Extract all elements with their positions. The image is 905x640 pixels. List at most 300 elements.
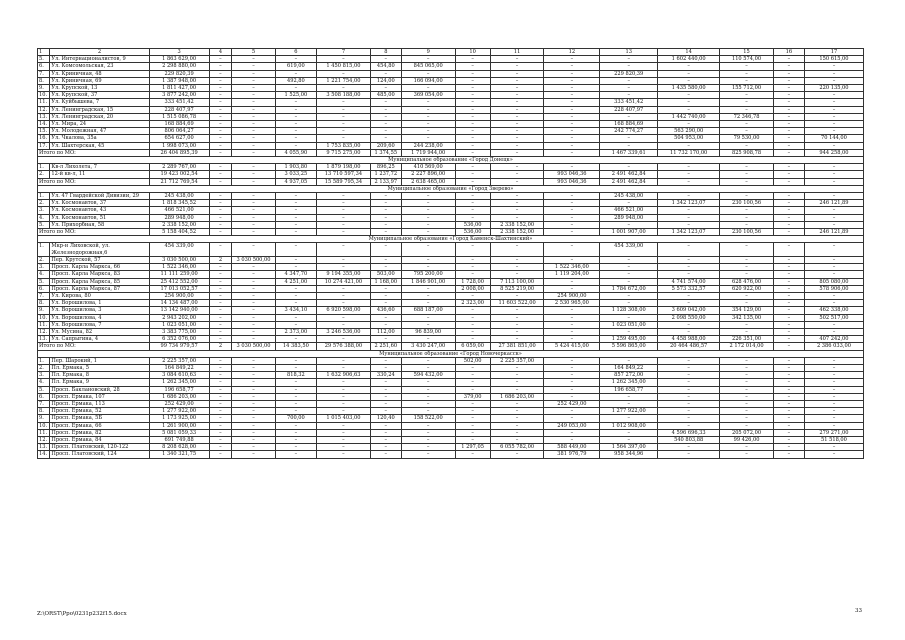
value-cell: – <box>455 379 490 386</box>
row-index: 8. <box>38 300 50 307</box>
value-cell: – <box>600 314 658 321</box>
value-cell: – <box>455 99 490 106</box>
value-cell: – <box>455 400 490 407</box>
value-cell: 2 225 357,00 <box>149 357 209 364</box>
value-cell: – <box>490 207 544 214</box>
value-cell: 21 712 769,54 <box>149 178 209 185</box>
value-cell: – <box>275 422 316 429</box>
value-cell: 688 187,00 <box>401 307 455 314</box>
table-row <box>38 451 864 458</box>
value-cell: – <box>455 106 490 113</box>
value-cell: 333 451,42 <box>149 99 209 106</box>
value-cell: – <box>544 128 600 135</box>
row-index: 12. <box>38 436 50 443</box>
row-index: 4. <box>38 271 50 278</box>
address-cell: Ул. Куйбышева, 7 <box>50 99 149 106</box>
value-cell: – <box>317 379 371 386</box>
value-cell: 51 518,00 <box>804 436 863 443</box>
value-cell: 19 423 002,54 <box>149 171 209 178</box>
value-cell: – <box>773 415 804 422</box>
value-cell: – <box>658 256 720 263</box>
value-cell: 3 084 610,63 <box>149 372 209 379</box>
value-cell: – <box>804 292 863 299</box>
value-cell: 806 064,27 <box>149 128 209 135</box>
value-cell: – <box>600 292 658 299</box>
value-cell: – <box>455 193 490 200</box>
value-cell: – <box>773 200 804 207</box>
value-cell: – <box>401 256 455 263</box>
value-cell: – <box>804 106 863 113</box>
value-cell: 229 820,39 <box>149 70 209 77</box>
value-cell: 1 564 397,00 <box>600 444 658 451</box>
value-cell: 1 525,00 <box>275 92 316 99</box>
row-index: 5. <box>38 386 50 393</box>
value-cell: – <box>804 214 863 221</box>
value-cell: – <box>658 328 720 335</box>
value-cell: – <box>317 321 371 328</box>
address-cell: Ул. Ворошилова, 1 <box>50 300 149 307</box>
value-cell: – <box>544 285 600 292</box>
total-label: Итого по МО: <box>38 229 150 236</box>
row-index: 12. <box>38 106 50 113</box>
value-cell: – <box>720 364 774 371</box>
value-cell: 825 908,78 <box>720 149 774 156</box>
table-row <box>38 70 864 77</box>
table-row <box>38 372 864 379</box>
value-cell: 14 383,50 <box>275 343 316 350</box>
value-cell: – <box>209 56 232 63</box>
value-cell: 4 596 696,33 <box>658 429 720 436</box>
value-cell: – <box>658 321 720 328</box>
value-cell: – <box>773 121 804 128</box>
value-cell: – <box>490 307 544 314</box>
value-cell: – <box>317 400 371 407</box>
value-cell: – <box>658 92 720 99</box>
value-cell: – <box>232 415 275 422</box>
value-cell: – <box>773 436 804 443</box>
value-cell: – <box>490 171 544 178</box>
value-cell: – <box>773 400 804 407</box>
address-cell: Просп. Ермака, 113 <box>50 400 149 407</box>
value-cell: – <box>455 92 490 99</box>
value-cell: 242 774,27 <box>600 128 658 135</box>
value-cell: – <box>773 171 804 178</box>
row-index: 4. <box>38 379 50 386</box>
value-cell: – <box>658 357 720 364</box>
address-cell: Пл. Ермака, 5 <box>50 364 149 371</box>
value-cell: – <box>773 292 804 299</box>
value-cell: – <box>455 113 490 120</box>
value-cell: 15 589 795,34 <box>317 178 371 185</box>
value-cell: – <box>600 400 658 407</box>
value-cell: 1 719 944,00 <box>401 149 455 156</box>
value-cell: – <box>773 106 804 113</box>
value-cell: 6 059,00 <box>455 343 490 350</box>
value-cell: – <box>317 200 371 207</box>
value-cell: – <box>275 393 316 400</box>
value-cell: 454 339,00 <box>149 243 209 256</box>
value-cell: – <box>600 278 658 285</box>
value-cell: – <box>275 229 316 236</box>
value-cell: – <box>658 444 720 451</box>
row-index: 10. <box>38 422 50 429</box>
value-cell: – <box>275 142 316 149</box>
value-cell: 254 900,00 <box>149 292 209 299</box>
value-cell: 1 262 345,00 <box>149 379 209 386</box>
value-cell: 2 373,00 <box>275 328 316 335</box>
value-cell: 164 849,22 <box>149 364 209 371</box>
value-cell: – <box>804 408 863 415</box>
table-row <box>38 271 864 278</box>
value-cell: 79 530,00 <box>720 135 774 142</box>
value-cell: – <box>232 135 275 142</box>
value-cell: – <box>490 271 544 278</box>
value-cell: – <box>209 422 232 429</box>
value-cell: – <box>658 171 720 178</box>
value-cell: – <box>804 357 863 364</box>
value-cell: – <box>455 364 490 371</box>
value-cell: – <box>401 207 455 214</box>
row-index: 11. <box>38 429 50 436</box>
address-cell: Просп. Карла Маркса, 83 <box>50 271 149 278</box>
value-cell: 993 046,36 <box>544 171 600 178</box>
value-cell: – <box>720 400 774 407</box>
value-cell: – <box>490 451 544 458</box>
address-cell: Ул. Ворошилова, 3 <box>50 307 149 314</box>
value-cell: – <box>804 99 863 106</box>
value-cell: 289 948,00 <box>600 214 658 221</box>
value-cell: – <box>455 328 490 335</box>
value-cell: – <box>370 386 401 393</box>
table-row <box>38 393 864 400</box>
value-cell: – <box>401 285 455 292</box>
value-cell: – <box>773 300 804 307</box>
value-cell: 1 728,00 <box>455 278 490 285</box>
table-row <box>38 415 864 422</box>
value-cell: 254 900,00 <box>544 292 600 299</box>
address-cell: Просп. Карла Маркса, 85 <box>50 278 149 285</box>
value-cell: – <box>370 314 401 321</box>
value-cell: – <box>455 422 490 429</box>
table-row <box>38 408 864 415</box>
value-cell: 466 521,00 <box>149 207 209 214</box>
value-cell: – <box>600 77 658 84</box>
value-cell: – <box>773 343 804 350</box>
value-cell: 10 274 421,00 <box>317 278 371 285</box>
value-cell: – <box>275 321 316 328</box>
row-index: 7. <box>38 292 50 299</box>
value-cell: 209,60 <box>370 142 401 149</box>
value-cell: 252 429,00 <box>544 400 600 407</box>
value-cell: 25 412 552,00 <box>149 278 209 285</box>
value-cell: – <box>804 300 863 307</box>
value-cell: – <box>401 451 455 458</box>
value-cell: 11 111 259,00 <box>149 271 209 278</box>
value-cell: – <box>720 321 774 328</box>
value-cell: – <box>401 70 455 77</box>
value-cell: 1 259 495,00 <box>600 336 658 343</box>
value-cell: 1 023 051,00 <box>600 321 658 328</box>
value-cell: – <box>773 364 804 371</box>
value-cell: 2 289 767,00 <box>149 164 209 171</box>
table-row <box>38 278 864 285</box>
value-cell: – <box>209 321 232 328</box>
value-cell: 2 <box>209 343 232 350</box>
value-cell: – <box>490 164 544 171</box>
value-cell: – <box>804 164 863 171</box>
value-cell: 795 200,00 <box>401 271 455 278</box>
value-cell: – <box>232 113 275 120</box>
value-cell: – <box>455 70 490 77</box>
address-cell: Пер. Крутской, 57 <box>50 256 149 263</box>
value-cell: – <box>370 99 401 106</box>
row-index: 14. <box>38 121 50 128</box>
address-cell: Просп. Ермака, 52 <box>50 408 149 415</box>
value-cell: – <box>773 63 804 70</box>
value-cell: – <box>275 128 316 135</box>
value-cell: – <box>209 92 232 99</box>
column-number-cell: 1 <box>38 49 50 56</box>
value-cell: – <box>720 422 774 429</box>
value-cell: 99 734 979,57 <box>149 343 209 350</box>
value-cell: – <box>232 364 275 371</box>
table-row <box>38 444 864 451</box>
value-cell: – <box>275 357 316 364</box>
value-cell: – <box>490 386 544 393</box>
table-row <box>38 56 864 63</box>
value-cell: – <box>600 92 658 99</box>
value-cell: – <box>544 135 600 142</box>
value-cell: – <box>455 321 490 328</box>
value-cell: – <box>401 408 455 415</box>
value-cell: – <box>720 328 774 335</box>
value-cell: – <box>600 436 658 443</box>
value-cell: – <box>720 193 774 200</box>
address-cell: Ул. Космонавтов, 37 <box>50 200 149 207</box>
value-cell: – <box>317 221 371 228</box>
value-cell: – <box>600 164 658 171</box>
address-cell: Просп. Ермака, 82 <box>50 429 149 436</box>
value-cell: 1 128 308,00 <box>600 307 658 314</box>
value-cell: 3 383 775,00 <box>149 328 209 335</box>
row-index: 9. <box>38 85 50 92</box>
table-row <box>38 256 864 263</box>
value-cell: – <box>600 264 658 271</box>
value-cell: – <box>317 336 371 343</box>
value-cell: – <box>490 178 544 185</box>
value-cell: 1 632 906,63 <box>317 372 371 379</box>
value-cell: 155 712,00 <box>720 85 774 92</box>
value-cell: 5 081 059,33 <box>149 429 209 436</box>
value-cell: – <box>544 372 600 379</box>
address-cell: Мкр-н Лиховской, ул. Железнодорожная,6 <box>50 243 149 256</box>
value-cell: – <box>232 379 275 386</box>
value-cell: – <box>232 393 275 400</box>
value-cell: 2 251,60 <box>370 343 401 350</box>
value-cell: 503,00 <box>370 271 401 278</box>
value-cell: – <box>773 128 804 135</box>
value-cell: 700,00 <box>275 415 316 422</box>
value-cell: – <box>544 221 600 228</box>
value-cell: – <box>370 113 401 120</box>
value-cell: 2 133,97 <box>370 178 401 185</box>
value-cell: – <box>317 300 371 307</box>
value-cell: – <box>370 393 401 400</box>
value-cell: – <box>804 328 863 335</box>
address-cell: Ул. Молодежная, 47 <box>50 128 149 135</box>
address-cell: Ул. Ленинградская, 15 <box>50 106 149 113</box>
value-cell: – <box>490 422 544 429</box>
value-cell: 11 732 170,00 <box>658 149 720 156</box>
value-cell: – <box>455 178 490 185</box>
value-cell: 158 522,00 <box>401 415 455 422</box>
value-cell: 2 <box>209 256 232 263</box>
value-cell: 454 339,00 <box>600 243 658 256</box>
value-cell: – <box>658 300 720 307</box>
value-cell: – <box>773 314 804 321</box>
table-row <box>38 221 864 228</box>
value-cell: – <box>773 256 804 263</box>
value-cell: – <box>804 415 863 422</box>
table-row <box>38 307 864 314</box>
value-cell: 2 491 462,84 <box>600 171 658 178</box>
value-cell: – <box>275 256 316 263</box>
value-cell: – <box>209 307 232 314</box>
value-cell: – <box>209 264 232 271</box>
value-cell: – <box>544 436 600 443</box>
value-cell: 1 221 754,00 <box>317 77 371 84</box>
column-number-cell: 14 <box>658 49 720 56</box>
value-cell: – <box>370 285 401 292</box>
value-cell: – <box>232 243 275 256</box>
value-cell: 168 884,69 <box>600 121 658 128</box>
value-cell: – <box>455 436 490 443</box>
address-cell: Ул. 47 Гвардейской Дивизии, 29 <box>50 193 149 200</box>
value-cell: – <box>773 271 804 278</box>
value-cell: 1 012 908,00 <box>600 422 658 429</box>
value-cell: – <box>370 70 401 77</box>
value-cell: – <box>455 307 490 314</box>
value-cell: 1 846 901,00 <box>401 278 455 285</box>
value-cell: – <box>544 142 600 149</box>
value-cell: 1 297,05 <box>455 444 490 451</box>
value-cell: 594 432,00 <box>401 372 455 379</box>
value-cell: – <box>232 451 275 458</box>
value-cell: – <box>455 149 490 156</box>
value-cell: – <box>773 207 804 214</box>
value-cell: – <box>773 243 804 256</box>
value-cell: – <box>490 321 544 328</box>
value-cell: – <box>773 85 804 92</box>
value-cell: – <box>658 243 720 256</box>
address-cell: Ул. Сапрыгина, 4 <box>50 336 149 343</box>
value-cell: 4 055,90 <box>275 149 316 156</box>
address-cell: Ул. Ворошилова, 4 <box>50 314 149 321</box>
value-cell: – <box>401 300 455 307</box>
value-cell: – <box>804 92 863 99</box>
value-cell: – <box>232 436 275 443</box>
value-cell: – <box>544 63 600 70</box>
value-cell: – <box>804 70 863 77</box>
footer-file-path: Z:\ORST\Ppo\0231p232f15.docx <box>37 611 127 617</box>
table-row <box>38 422 864 429</box>
value-cell: 2 298 880,00 <box>149 63 209 70</box>
value-cell: – <box>490 379 544 386</box>
value-cell: 1 442 740,00 <box>658 113 720 120</box>
value-cell: – <box>209 357 232 364</box>
value-cell: 1 811 427,00 <box>149 85 209 92</box>
address-cell: Ул. Кирова, 80 <box>50 292 149 299</box>
table-row <box>38 171 864 178</box>
value-cell: – <box>209 314 232 321</box>
value-cell: – <box>401 135 455 142</box>
value-cell: 1 515 086,78 <box>149 113 209 120</box>
value-cell: – <box>317 444 371 451</box>
value-cell: 1 753 835,00 <box>317 142 371 149</box>
value-cell: – <box>720 99 774 106</box>
value-cell: – <box>600 300 658 307</box>
value-cell: – <box>544 307 600 314</box>
value-cell: – <box>209 379 232 386</box>
row-index: 5. <box>38 56 50 63</box>
value-cell: – <box>209 386 232 393</box>
value-cell: – <box>773 357 804 364</box>
table-row <box>38 207 864 214</box>
value-cell: – <box>773 372 804 379</box>
address-cell: Ул. Ленинградская, 20 <box>50 113 149 120</box>
value-cell: 2 227 896,00 <box>401 171 455 178</box>
value-cell: – <box>401 243 455 256</box>
value-cell: – <box>209 364 232 371</box>
value-cell: – <box>275 214 316 221</box>
value-cell: – <box>317 113 371 120</box>
value-cell: 654 627,00 <box>149 135 209 142</box>
section-heading-row <box>38 185 864 192</box>
value-cell: – <box>544 149 600 156</box>
value-cell: – <box>232 149 275 156</box>
value-cell: 620 922,00 <box>720 285 774 292</box>
value-cell: – <box>720 106 774 113</box>
value-cell: 369 054,00 <box>401 92 455 99</box>
value-cell: – <box>370 408 401 415</box>
value-cell: – <box>275 400 316 407</box>
total-label: Итого по МО: <box>38 343 150 350</box>
value-cell: – <box>773 99 804 106</box>
total-row <box>38 178 864 185</box>
value-cell: – <box>232 200 275 207</box>
section-heading-row <box>38 236 864 243</box>
table-row <box>38 135 864 142</box>
value-cell: – <box>773 336 804 343</box>
value-cell: – <box>317 214 371 221</box>
table-row <box>38 357 864 364</box>
value-cell: – <box>317 56 371 63</box>
value-cell: 504 953,00 <box>658 135 720 142</box>
value-cell: – <box>317 229 371 236</box>
value-cell: – <box>317 285 371 292</box>
value-cell: – <box>773 214 804 221</box>
value-cell: – <box>720 243 774 256</box>
value-cell: – <box>370 357 401 364</box>
value-cell: – <box>658 221 720 228</box>
value-cell: – <box>490 256 544 263</box>
row-index: 15. <box>38 128 50 135</box>
value-cell: – <box>773 221 804 228</box>
value-cell: – <box>804 221 863 228</box>
value-cell: – <box>275 193 316 200</box>
value-cell: – <box>370 207 401 214</box>
value-cell: – <box>401 113 455 120</box>
